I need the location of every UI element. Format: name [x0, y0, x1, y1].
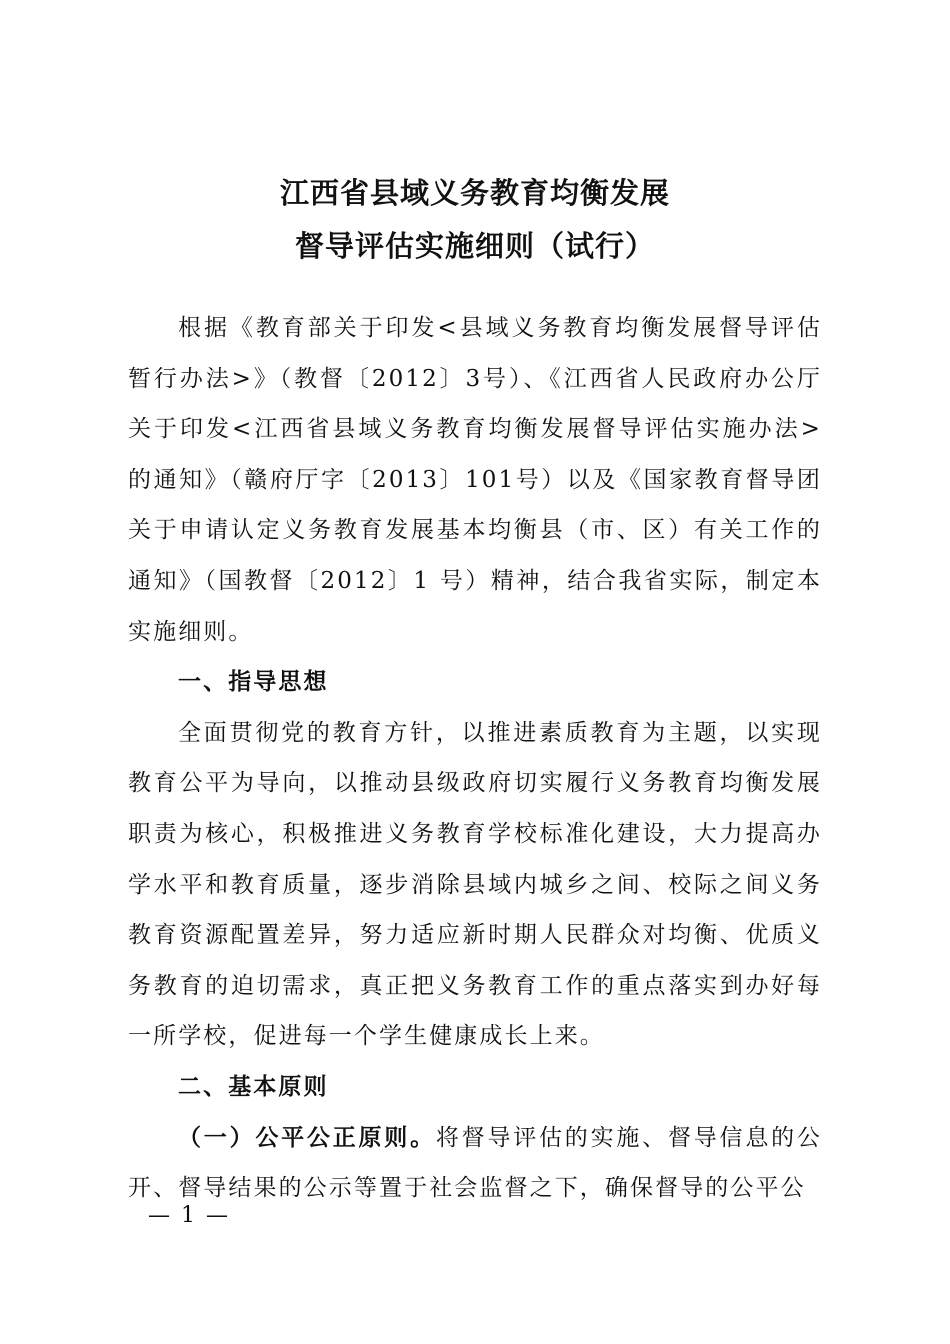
- principle-fairness-paragraph: [128, 1113, 822, 1214]
- document-title-line-2: 督导评估实施细则（试行）: [294, 229, 655, 263]
- document-body: [128, 303, 822, 1214]
- section-heading-basic-principles: 二、基本原则: [178, 1072, 329, 1100]
- document-title-line-1: 江西省县域义务教育均衡发展: [279, 176, 670, 210]
- intro-paragraph: 根据《教育部关于印发<县域义务教育均衡发展督导评估暂行办法>》（教督〔2012〕3号）、《江西省人民政府办公厅关于印发<江西省县域义务教育均衡发展督导评估实施办法>的通知》（赣府厅字〔2013〕101号）以及《国家教育督导团关于申请认定义务教育发展基本均衡县（市、区）有关工作的通知》（国教督〔2012〕1 号）精神，结合我省实际，制定本实施细则。: [128, 315, 822, 645]
- section-heading-guiding-ideology: 一、指导思想: [178, 668, 329, 696]
- principle-fairness-text: 将督导评估的实施、督导信息的公开、督导结果的公示等置于社会监督之下，确保督导的公平公: [128, 1124, 822, 1202]
- page-number: — 1 —: [148, 1203, 230, 1228]
- principle-fairness-title: （一）公平公正原则。: [178, 1123, 436, 1151]
- guiding-ideology-paragraph: 全面贯彻党的教育方针，以推进素质教育为主题，以实现教育公平为导向，以推动县级政府切实履行义务教育均衡发展职责为核心，积极推进义务教育学校标准化建设，大力提高办学水平和教育质量，逐步消除县域内城乡之间、校际之间义务教育资源配置差异，努力适应新时期人民群众对均衡、优质义务教育的迫切需求，真正把义务教育工作的重点落实到办好每一所学校，促进每一个学生健康成长上来。: [128, 719, 822, 1050]
